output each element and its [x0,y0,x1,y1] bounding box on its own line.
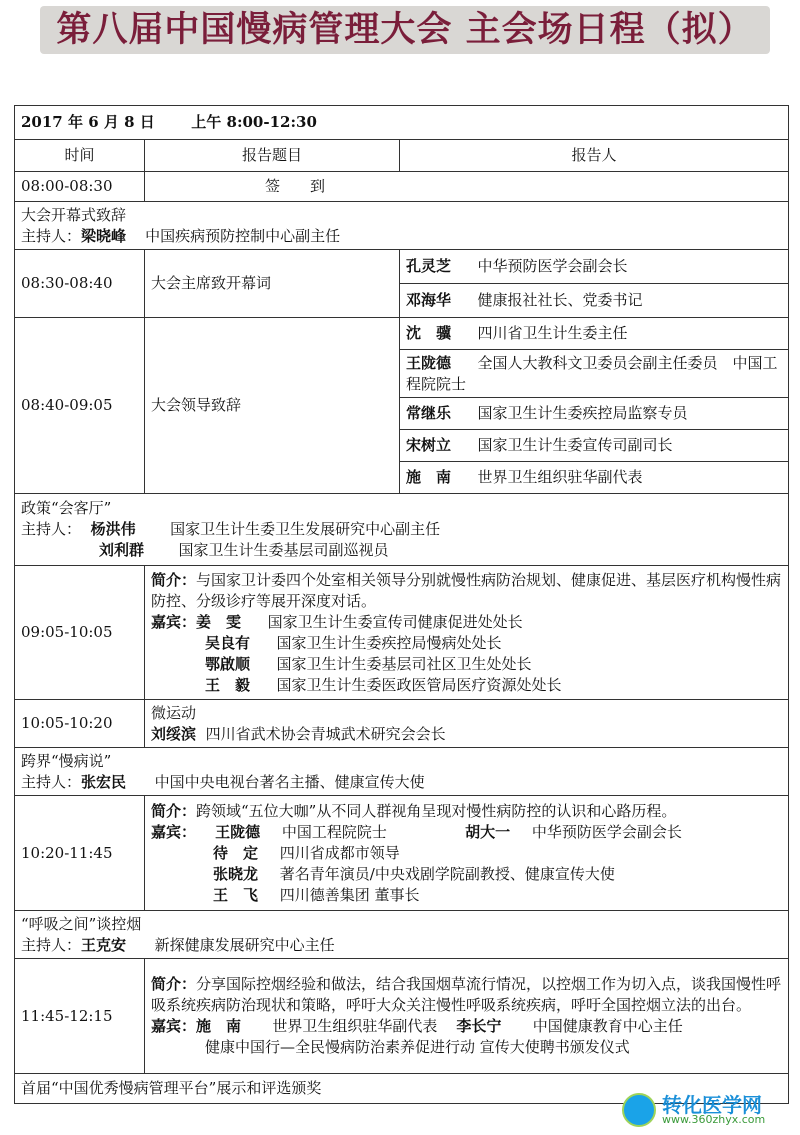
guest-name: 姜 雯 [196,612,242,631]
guests-label: 嘉宾： [151,1017,197,1035]
ceremony-text: 健康中国行—全民慢病防治素养促进行动 宣传大使聘书颁发仪式 [205,1038,630,1056]
crossover-row [15,796,789,911]
host-label: 主持人： [21,772,82,791]
topic-0840: 大会领导致辞 [145,318,400,494]
guest-title: 四川德善集团 董事长 [279,885,420,904]
speaker-row [400,398,789,430]
policy-section [15,494,789,566]
host-name: 张宏民 [81,772,127,791]
intro-label: 简介： [151,975,197,993]
column-header-row [15,140,789,172]
exercise-name-title: 四川省武术协会青城武术研究会会长 [205,724,446,743]
row-0830 [15,250,789,284]
policy-detail [145,566,789,700]
schedule-table [14,105,789,1104]
guest-name: 胡大一 [465,822,511,841]
speaker-row [400,430,789,462]
guests-label: 嘉宾： [151,612,197,631]
guest-name: 吴良有 [205,633,251,652]
column-header-topic: 报告题目 [145,140,400,172]
speaker-row [400,250,789,284]
policy-time: 09:05-10:05 [15,566,145,700]
crossover-detail [145,796,789,911]
speaker-name: 常继乐 [406,404,452,422]
speaker-name: 宋树立 [406,436,452,454]
policy-title: 政策“会客厅” [21,499,112,517]
guest-name: 王陇德 [215,822,261,841]
signin-label: 签 到 [145,172,789,202]
guest-name: 待 定 [213,843,259,862]
exercise-name: 刘绥滨 [151,724,197,743]
intro-text: 分享国际控烟经验和做法，结合我国烟草流行情况，以控烟工作为切入点，谈我国慢性呼吸系统疾病防治现状和策略，呼吁大众关注慢性呼吸系统疾病，呼吁全国控烟立法的出台。 [151,975,782,1014]
header-row [15,106,789,140]
breath-row [15,959,789,1074]
guest-title: 国家卫生计生委疾控局慢病处处长 [276,633,502,652]
guest-title: 国家卫生计生委宣传司健康促进处处长 [267,612,523,631]
column-header-time: 时间 [15,140,145,172]
guest-title: 著名青年演员/中央戏剧学院副教授、健康宣传大使 [279,864,615,883]
opening-section [15,202,789,250]
speaker-row [400,318,789,350]
column-header-speaker: 报告人 [400,140,789,172]
speaker-name: 王陇德 [406,353,452,372]
policy-cell [15,494,789,566]
watermark-name: 转化医学网 [662,1093,762,1117]
watermark [622,1089,792,1129]
guest-name: 张晓龙 [213,864,259,883]
host-name: 王克安 [81,935,127,954]
speaker-title: 国家卫生计生委宣传司副司长 [477,436,673,454]
page-title: 第八届中国慢病管理大会 主会场日程（拟） [40,6,770,54]
host-title: 新探健康发展研究中心主任 [154,935,335,954]
guest-name: 施 南 [196,1017,242,1035]
breath-title: “呼吸之间”谈控烟 [21,914,142,933]
guests-label: 嘉宾： [151,822,197,841]
row-0840 [15,318,789,350]
speaker-row [400,284,789,318]
topic-0830: 大会主席致开幕词 [145,250,400,318]
speaker-title: 四川省卫生计生委主任 [477,324,628,342]
date-cell [15,106,789,140]
speaker-name: 施 南 [406,468,452,486]
guest-title: 国家卫生计生委医政医管局医疗资源处处长 [276,675,562,694]
speaker-row [400,350,789,398]
speaker-name: 沈 骥 [406,324,452,342]
intro-text: 与国家卫计委四个处室相关领导分别就慢性病防治规划、健康促进、基层医疗机构慢性病防控、分级诊疗等展开深度对话。 [151,570,782,610]
guest-title: 中华预防医学会副会长 [531,822,682,841]
breath-section [15,911,789,959]
speaker-title: 全国人大教科文卫委员会副主任委员 中国工程院院士 [406,353,778,393]
guest-title: 四川省成都市领导 [279,843,400,862]
speaker-title: 中华预防医学会副会长 [477,257,628,275]
intro-label: 简介： [151,801,197,820]
host-name: 梁晓峰 [81,226,127,245]
crossover-title: 跨界“慢病说” [21,751,112,770]
opening-cell [15,202,789,250]
host-title: 国家卫生计生委卫生发展研究中心副主任 [170,520,441,538]
host-name: 刘利群 [99,541,145,559]
guest-name: 王 飞 [213,885,259,904]
breath-detail [145,959,789,1074]
session-time: 上午 8:00-12:30 [191,113,317,131]
crossover-cell [15,748,789,796]
policy-row [15,566,789,700]
signin-time: 08:00-08:30 [15,172,145,202]
intro-text: 跨领域“五位大咖”从不同人群视角呈现对慢性病防控的认识和心路历程。 [196,801,677,820]
exercise-detail [145,700,789,748]
guest-title: 中国健康教育中心主任 [532,1017,683,1035]
crossover-time: 10:20-11:45 [15,796,145,911]
host-title: 中国中央电视台著名主播、健康宣传大使 [154,772,425,791]
speaker-name: 孔灵芝 [406,257,452,275]
host-name: 杨洪伟 [90,520,136,538]
guest-name: 鄂啟顺 [205,654,251,673]
speaker-title: 世界卫生组织驻华副代表 [477,468,643,486]
host-label: 主持人： [21,520,82,538]
guest-name: 王 毅 [205,675,251,694]
time-0830: 08:30-08:40 [15,250,145,318]
final-title: 首届“中国优秀慢病管理平台”展示和评选颁奖 [15,1074,789,1104]
exercise-time: 10:05-10:20 [15,700,145,748]
host-title: 中国疾病预防控制中心副主任 [145,226,341,245]
watermark-logo-icon [622,1093,656,1127]
speaker-title: 健康报社社长、党委书记 [477,291,643,309]
speaker-row [400,462,789,494]
speaker-title: 国家卫生计生委疾控局监察专员 [477,404,688,422]
date: 2017 年 6 月 8 日 [21,113,155,131]
guest-name: 李长宁 [456,1017,502,1035]
intro-label: 简介： [151,570,197,589]
signin-row [15,172,789,202]
speaker-name: 邓海华 [406,291,452,309]
crossover-section [15,748,789,796]
watermark-url: www.360zhyx.com [662,1113,766,1126]
banner [0,0,800,78]
time-0840: 08:40-09:05 [15,318,145,494]
host-label: 主持人： [21,935,82,954]
opening-title: 大会开幕式致辞 [21,205,127,224]
exercise-row [15,700,789,748]
guest-title: 国家卫生计生委基层司社区卫生处处长 [276,654,532,673]
guest-title: 中国工程院院士 [281,822,387,841]
host-label: 主持人： [21,226,82,245]
breath-cell [15,911,789,959]
guest-title: 世界卫生组织驻华副代表 [272,1017,438,1035]
exercise-title: 微运动 [151,703,197,722]
host-title: 国家卫生计生委基层司副巡视员 [178,541,389,559]
breath-time: 11:45-12:15 [15,959,145,1074]
